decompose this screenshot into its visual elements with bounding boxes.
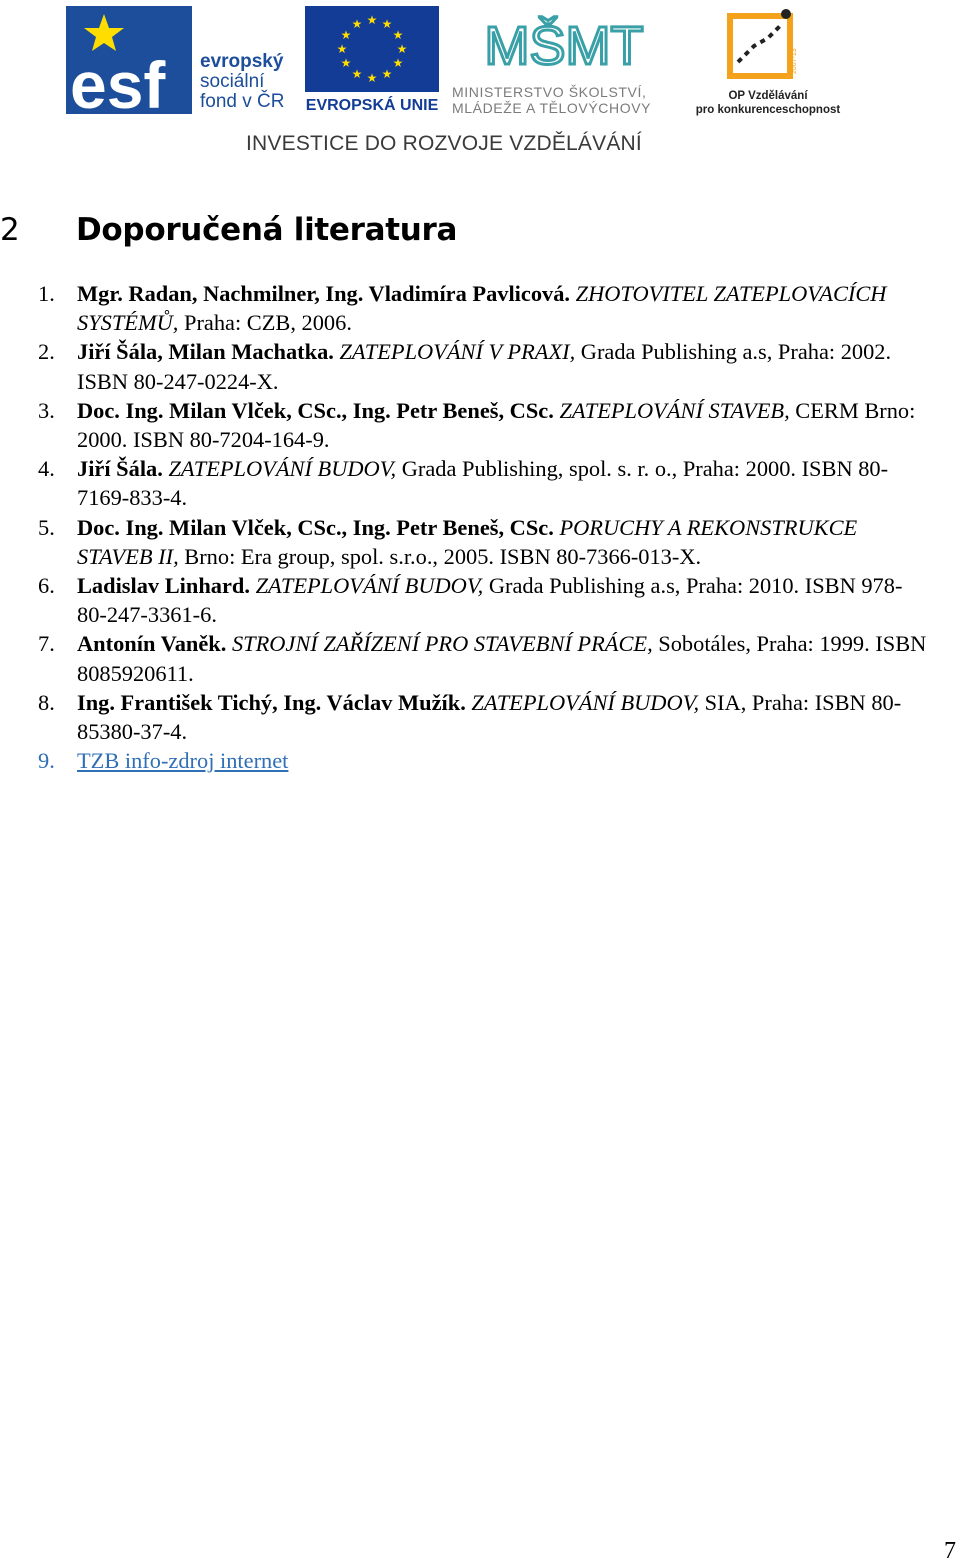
list-item bbox=[0, 513, 960, 571]
svg-text:★: ★ bbox=[381, 17, 393, 31]
msmt-caption-line-1: MINISTERSTVO ŠKOLSTVÍ, bbox=[452, 84, 647, 100]
op-caption-line-2: pro konkurenceschopnost bbox=[695, 104, 841, 116]
ref-authors: Jiří Šála, Milan Machatka. bbox=[77, 339, 334, 365]
ref-publisher: Brno: Era group, spol. s.r.o., 2005. ISBN 80-7366-013-X. bbox=[178, 543, 702, 569]
svg-text:★: ★ bbox=[351, 17, 363, 31]
reference-list bbox=[0, 279, 960, 775]
ref-authors: Doc. Ing. Milan Vlček, CSc., Ing. Petr Beneš, CSc. bbox=[77, 397, 554, 423]
ref-publisher: Praha: CZB, 2006. bbox=[178, 310, 352, 336]
list-number: 4. bbox=[38, 456, 55, 482]
eu-logo bbox=[305, 6, 439, 118]
list-number: 1. bbox=[38, 281, 55, 306]
tagline: INVESTICE DO ROZVOJE VZDĚLÁVÁNÍ bbox=[246, 132, 642, 155]
ref-title: PORUCHY A REKONSTRUKCE STAVEB II, bbox=[77, 514, 858, 569]
op-logo bbox=[690, 4, 846, 118]
svg-text:MŠMT: MŠMT bbox=[484, 16, 644, 76]
ref-publisher: Sobotáles, Praha: 1999. ISBN 8085920611. bbox=[77, 631, 927, 686]
svg-text:★: ★ bbox=[366, 13, 378, 27]
ref-title: ZATEPLOVÁNÍ BUDOV, bbox=[249, 573, 484, 599]
list-item bbox=[0, 337, 960, 395]
ref-title: ZATEPLOVÁNÍ BUDOV, bbox=[162, 456, 397, 482]
ref-authors: Ing. František Tichý, Ing. Václav Mužík. bbox=[77, 689, 466, 715]
list-number: 6. bbox=[38, 573, 55, 599]
section-number: 2 bbox=[0, 212, 20, 248]
list-number: 2. bbox=[38, 339, 55, 365]
ref-authors: Mgr. Radan, Nachmilner, Ing. Vladimíra Pavlicová. bbox=[77, 281, 571, 306]
op-mark-icon bbox=[724, 4, 808, 88]
list-item-link bbox=[0, 746, 960, 775]
list-number: 5. bbox=[38, 514, 55, 540]
esf-logo bbox=[66, 6, 296, 122]
ref-authors: Ladislav Linhard. bbox=[77, 573, 250, 599]
ref-publisher: Grada Publishing a.s, Praha: 2010. ISBN 978-80-247-3361-6. bbox=[77, 573, 903, 628]
ref-title: STROJNÍ ZAŘÍZENÍ PRO STAVEBNÍ PRÁCE, bbox=[226, 631, 653, 657]
svg-text:★: ★ bbox=[396, 42, 408, 56]
esf-caption bbox=[200, 52, 284, 112]
ref-publisher: Grada Publishing a.s, Praha: 2002. ISBN 80-247-0224-X. bbox=[77, 339, 892, 394]
esf-caption-line-3: fond v ČR bbox=[200, 91, 285, 112]
list-item bbox=[0, 571, 960, 629]
esf-mark-icon bbox=[66, 6, 192, 122]
page-number: 7 bbox=[944, 1538, 956, 1564]
svg-text:★: ★ bbox=[340, 28, 352, 42]
svg-text:★: ★ bbox=[392, 28, 404, 42]
list-item bbox=[0, 629, 960, 687]
section-title: Doporučená literatura bbox=[76, 212, 458, 248]
svg-text:esf: esf bbox=[70, 48, 166, 122]
list-number: 3. bbox=[38, 397, 55, 423]
ref-title: ZATEPLOVÁNÍ BUDOV, bbox=[465, 689, 700, 715]
list-item bbox=[0, 688, 960, 746]
msmt-logo bbox=[452, 4, 684, 118]
eu-caption: EVROPSKÁ UNIE bbox=[305, 97, 439, 114]
eu-flag-icon bbox=[305, 6, 439, 92]
ref-title: ZATEPLOVÁNÍ STAVEB, bbox=[553, 397, 790, 423]
svg-text:★: ★ bbox=[336, 42, 348, 56]
ref-publisher: CERM Brno: 2000. ISBN 80-7204-164-9. bbox=[77, 397, 916, 453]
svg-text:★: ★ bbox=[340, 56, 352, 70]
list-number: 8. bbox=[38, 689, 55, 715]
ref-title: ZHOTOVITEL ZATEPLOVACÍCH SYSTÉMŮ, bbox=[77, 281, 887, 336]
msmt-mark-icon bbox=[484, 4, 644, 82]
svg-text:★: ★ bbox=[366, 71, 378, 85]
list-item bbox=[0, 396, 960, 454]
svg-text:★: ★ bbox=[392, 56, 404, 70]
msmt-caption bbox=[452, 84, 684, 116]
logo-banner bbox=[0, 0, 960, 165]
ref-publisher: Grada Publishing, spol. s. r. o., Praha: 2000. ISBN 80-7169-833-4. bbox=[77, 456, 889, 511]
ref-title: ZATEPLOVÁNÍ V PRAXI, bbox=[333, 339, 576, 365]
ref-publisher: SIA, Praha: ISBN 80-85380-37-4. bbox=[77, 689, 902, 745]
svg-text:★: ★ bbox=[351, 67, 363, 81]
ref-authors: Antonín Vaněk. bbox=[77, 631, 227, 657]
list-item bbox=[0, 454, 960, 512]
list-item bbox=[0, 279, 960, 337]
op-caption-line-1: OP Vzdělávání bbox=[728, 90, 808, 102]
esf-caption-line-1: evropský bbox=[200, 51, 284, 72]
svg-text:★: ★ bbox=[381, 67, 393, 81]
ref-authors: Doc. Ing. Milan Vlček, CSc., Ing. Petr Beneš, CSc. bbox=[77, 514, 554, 540]
svg-text:2007-13: 2007-13 bbox=[791, 48, 798, 74]
list-number: 9. bbox=[38, 748, 55, 774]
esf-caption-line-2: sociální bbox=[200, 71, 265, 92]
tzb-info-link[interactable]: TZB info-zdroj internet bbox=[77, 748, 289, 774]
list-number: 7. bbox=[38, 631, 55, 657]
ref-authors: Jiří Šála. bbox=[77, 456, 163, 482]
msmt-caption-line-2: MLÁDEŽE A TĚLOVÝCHOVY bbox=[452, 100, 652, 116]
op-caption bbox=[690, 89, 846, 117]
